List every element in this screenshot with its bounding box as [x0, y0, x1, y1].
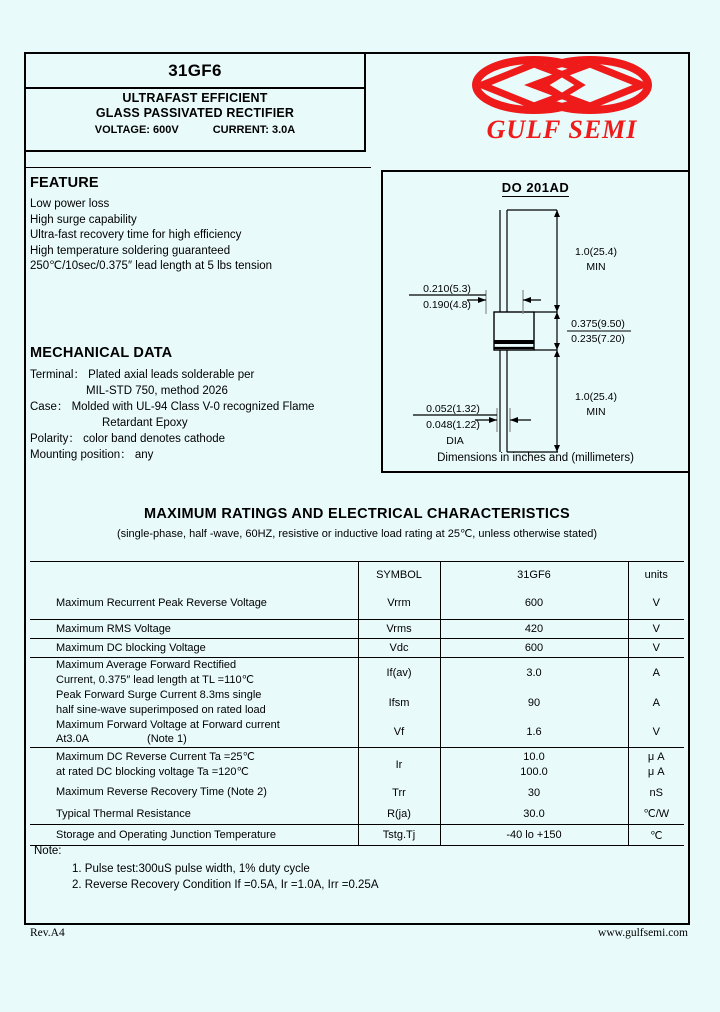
dim-lead-len-top-note: MIN [586, 261, 606, 273]
row-description-line-1: Peak Forward Surge Current 8.3ms single [56, 689, 262, 701]
row-unit: nS [649, 786, 663, 799]
feature-item: 250℃/10sec/0.375″ lead length at 5 lbs tension [30, 260, 273, 272]
row-value: 1.6 [440, 718, 628, 748]
table-row [30, 804, 684, 825]
row-unit: V [628, 639, 684, 658]
mechanical-label: Case： [30, 401, 69, 413]
mechanical-row [30, 447, 380, 463]
table-row [30, 748, 684, 782]
mechanical-row [30, 431, 380, 447]
dim-lead-dia-max: 0.052(1.32) [426, 403, 480, 415]
row-value: 10.0 [523, 750, 545, 763]
package-outline-drawing [383, 172, 688, 471]
mechanical-value: Molded with UL-94 Class V-0 recognized Flame [71, 401, 315, 413]
col-header-units: units [628, 562, 684, 588]
mechanical-label: Mounting position： [30, 449, 132, 461]
product-description [26, 89, 364, 152]
row-description [30, 718, 358, 748]
row-unit-group [628, 748, 684, 782]
row-unit: μ A [647, 750, 665, 763]
row-description: Maximum DC blocking Voltage [30, 639, 358, 658]
mechanical-value-cont: Retardant Epoxy [102, 417, 188, 429]
dim-body-len-min: 0.235(7.20) [571, 333, 625, 345]
part-number: 31GF6 [168, 60, 222, 80]
feature-item: Low power loss [30, 198, 110, 210]
mechanical-value: Plated axial leads solderable per [88, 369, 255, 381]
mechanical-value: color band denotes cathode [83, 433, 226, 445]
row-description-line-1: Maximum Average Forward Rectified [56, 659, 237, 672]
row-unit: A [628, 658, 684, 688]
row-symbol: Trr [358, 782, 440, 804]
row-unit: ℃ [628, 825, 684, 846]
row-value: 30.0 [440, 804, 628, 825]
row-symbol: R(ja) [358, 804, 440, 825]
row-symbol: Tstg.Tj [358, 825, 440, 846]
table-row [30, 639, 684, 658]
mechanical-row-cont [30, 415, 380, 431]
row-value: 30 [440, 782, 628, 804]
row-value: -40 lo +150 [440, 825, 628, 846]
dim-lead-len-bot: 1.0(25.4) [574, 391, 618, 403]
mechanical-value-cont: MIL-STD 750, method 2026 [86, 385, 228, 397]
dim-body-width-min: 0.190(4.8) [423, 299, 471, 311]
row-symbol: Ir [358, 748, 440, 782]
mechanical-label: Polarity： [30, 433, 80, 445]
dim-body-width-max: 0.210(5.3) [423, 283, 471, 295]
description-line-2: GLASS PASSIVATED RECTIFIER [95, 106, 295, 120]
dim-lead-dia-min: 0.048(1.22) [426, 419, 480, 431]
row-unit-2: μ A [647, 765, 665, 778]
row-description-line-1: Maximum Forward Voltage at Forward current [56, 718, 280, 731]
row-description-line-2: At3.0A (Note 1) [56, 733, 187, 746]
current-rating: CURRENT: 3.0A [212, 124, 296, 136]
dim-body-len-max: 0.375(9.50) [571, 318, 625, 330]
feature-heading: FEATURE [30, 175, 99, 191]
voltage-rating: VOLTAGE: 600V [94, 124, 179, 136]
feature-item: High surge capability [30, 213, 137, 226]
mechanical-value: any [134, 449, 154, 461]
ratings-heading: MAXIMUM RATINGS AND ELECTRICAL CHARACTERISTICS [144, 506, 570, 522]
row-value: 90 [440, 688, 628, 718]
logo-wordmark: GULF SEMI [486, 115, 638, 144]
row-description-line-1: Maximum DC Reverse Current Ta =25℃ [56, 751, 255, 764]
note-item: 2. Reverse Recovery Condition If =0.5A, Ir =1.0A, Irr =0.25A [72, 879, 379, 891]
row-unit: V [628, 620, 684, 639]
row-description: Storage and Operating Junction Temperature [30, 825, 358, 846]
row-description [30, 748, 358, 782]
title-box [24, 52, 366, 152]
website-link[interactable]: www.gulfsemi.com [598, 927, 688, 939]
package-title: DO 201AD [501, 180, 570, 195]
company-logo [452, 56, 672, 151]
row-description-line-2: half sine-wave superimposed on rated load [56, 703, 266, 716]
row-unit: ℃/W [643, 808, 670, 821]
package-drawing-box [381, 170, 690, 473]
row-description-line-2: Current, 0.375″ lead length at TL =110℃ [56, 673, 254, 686]
row-description: Typical Thermal Resistance [30, 804, 358, 825]
row-description-line-2: at rated DC blocking voltage Ta =120℃ [56, 765, 249, 778]
voltage-current-line [26, 122, 364, 138]
dim-lead-len-top: 1.0(25.4) [574, 246, 618, 258]
table-row [30, 688, 684, 718]
row-value-2: 100.0 [520, 765, 548, 778]
row-unit: V [652, 597, 660, 610]
mechanical-data-section [30, 345, 380, 463]
row-description: Maximum Reverse Recovery Time (Note 2) [30, 782, 358, 804]
row-value: 420 [440, 620, 628, 639]
row-value: 600 [440, 639, 628, 658]
row-value-group [440, 748, 628, 782]
note-item: 1. Pulse test:300uS pulse width, 1% duty cycle [72, 863, 310, 875]
row-value: 600 [440, 588, 628, 620]
row-description: Maximum RMS Voltage [30, 620, 358, 639]
gulf-semi-double-lens-icon [462, 56, 662, 114]
mechanical-label: Terminal： [30, 369, 85, 381]
col-header-description [30, 562, 358, 588]
feature-item: High temperature soldering guaranteed [30, 244, 231, 257]
col-header-value: 31GF6 [440, 562, 628, 588]
table-row [30, 718, 684, 748]
row-note-ref: (Note 1) [147, 733, 187, 746]
feature-item: Ultra-fast recovery time for high efficiency [30, 229, 242, 241]
table-row [30, 658, 684, 688]
table-row [30, 782, 684, 804]
notes-heading: Note: [34, 845, 62, 857]
row-value: 3.0 [440, 658, 628, 688]
revision-label: Rev.A4 [30, 927, 65, 939]
row-symbol: Vf [358, 718, 440, 748]
footer-rule [26, 923, 688, 924]
mechanical-row [30, 399, 380, 415]
row-description [30, 688, 358, 718]
mechanical-row-cont [30, 383, 380, 399]
table-row [30, 588, 684, 620]
description-line-1: ULTRAFAST EFFICIENT [122, 91, 268, 105]
mechanical-row [30, 367, 380, 383]
dim-lead-dia-note: DIA [446, 435, 464, 447]
package-caption: Dimensions in inches and (millimeters) [437, 452, 634, 464]
row-symbol: If(av) [358, 658, 440, 688]
row-symbol: Vrrm [358, 588, 440, 620]
row-symbol: Ifsm [358, 688, 440, 718]
dim-lead-len-bot-note: MIN [586, 406, 606, 418]
ratings-table [30, 561, 684, 846]
row-symbol: Vdc [358, 639, 440, 658]
table-row [30, 620, 684, 639]
row-unit: V [652, 726, 660, 739]
notes-section [34, 845, 654, 893]
row-symbol: Vrms [358, 620, 440, 639]
row-description [30, 658, 358, 688]
feature-section [30, 175, 375, 275]
ratings-subheading: (single-phase, half -wave, 60HZ, resistive or inductive load rating at 25℃, unless otherwise stated) [116, 528, 598, 540]
table-row [30, 825, 684, 846]
table-header-row [30, 562, 684, 588]
row-unit: A [652, 696, 660, 709]
mechanical-data-heading: MECHANICAL DATA [30, 345, 173, 361]
col-header-symbol: SYMBOL [358, 562, 440, 588]
part-number-row [26, 54, 364, 89]
feature-top-rule [26, 167, 371, 168]
row-description: Maximum Recurrent Peak Reverse Voltage [30, 588, 358, 620]
